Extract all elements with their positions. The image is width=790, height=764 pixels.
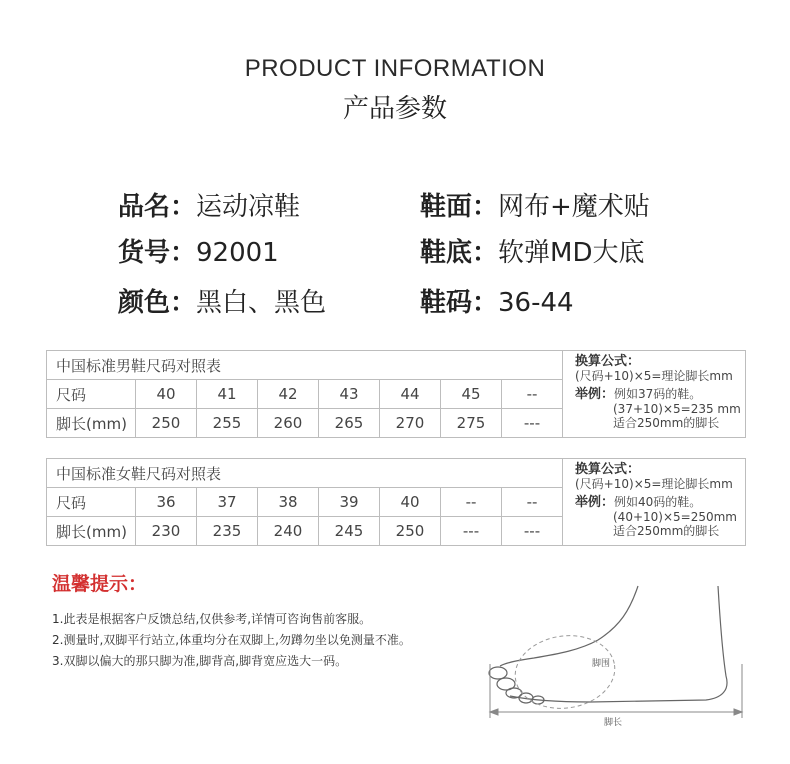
men-example-1: 例如37码的鞋。 [614, 387, 702, 401]
women-size-label: 尺码 [47, 488, 136, 517]
men-length-label: 脚长(mm) [47, 409, 136, 438]
men-length-cell: 250 [136, 409, 197, 438]
men-formula-text: (尺码+10)×5=理论脚长mm [575, 369, 733, 383]
param-name-key: 品名： [118, 192, 197, 222]
men-table-title: 中国标准男鞋尺码对照表 [47, 351, 563, 380]
men-example-label: 举例： [575, 387, 615, 402]
men-example-2: (37+10)×5=235 mm [613, 402, 741, 416]
women-example-label: 举例： [575, 495, 615, 510]
param-upper [420, 186, 650, 223]
women-size-table [46, 458, 746, 546]
women-size-cell: 39 [319, 488, 380, 517]
param-size-range [420, 282, 574, 319]
men-length-cell: --- [502, 409, 563, 438]
men-length-cell: 260 [258, 409, 319, 438]
women-size-cell: 38 [258, 488, 319, 517]
women-example-3: 适合250mm的脚长 [613, 524, 720, 538]
women-length-cell: 250 [380, 517, 441, 546]
param-item-no-key: 货号： [118, 238, 197, 268]
men-formula-title: 换算公式： [575, 354, 641, 369]
men-formula [563, 351, 746, 438]
param-color [118, 282, 326, 319]
param-upper-value: 网布+魔术贴 [498, 192, 650, 222]
women-formula-text: (尺码+10)×5=理论脚长mm [575, 477, 733, 491]
length-arrow-icon [490, 664, 742, 718]
men-size-cell: 44 [380, 380, 441, 409]
toes-icon [489, 667, 544, 704]
women-size-cell: 36 [136, 488, 197, 517]
title-chinese: 产品参数 [342, 94, 447, 124]
women-length-cell: 240 [258, 517, 319, 546]
param-item-no [118, 232, 279, 269]
param-sole-key: 鞋底： [420, 238, 499, 268]
men-size-table [46, 350, 746, 438]
foot-outline-icon [500, 586, 727, 702]
women-length-cell: --- [502, 517, 563, 546]
women-size-cell: 40 [380, 488, 441, 517]
women-length-cell: 235 [197, 517, 258, 546]
param-name-value: 运动凉鞋 [196, 192, 301, 222]
tip-item: 3.双脚以偏大的那只脚为准,脚背高,脚背宽应选大一码。 [52, 654, 348, 668]
param-sole [420, 232, 644, 269]
param-color-value: 黑白、黑色 [196, 288, 327, 318]
women-length-cell: 230 [136, 517, 197, 546]
women-size-cell: 37 [197, 488, 258, 517]
women-example-2: (40+10)×5=250mm [613, 510, 737, 524]
men-size-cell: 45 [441, 380, 502, 409]
param-sole-value: 软弹MD大底 [498, 238, 645, 268]
men-size-label: 尺码 [47, 380, 136, 409]
param-item-no-value: 92001 [196, 238, 279, 268]
length-label: 脚长 [604, 718, 623, 728]
women-formula-title: 换算公式： [575, 462, 641, 477]
men-size-cell: 41 [197, 380, 258, 409]
men-length-cell: 270 [380, 409, 441, 438]
foot-diagram [470, 580, 770, 740]
men-size-cell: 42 [258, 380, 319, 409]
women-size-cell: -- [502, 488, 563, 517]
women-length-label: 脚长(mm) [47, 517, 136, 546]
param-upper-key: 鞋面： [420, 192, 499, 222]
param-size-range-value: 36-44 [498, 288, 574, 318]
men-example-3: 适合250mm的脚长 [613, 416, 720, 430]
tip-item: 2.测量时,双脚平行站立,体重均分在双脚上,勿蹲勿坐以免测量不准。 [52, 633, 411, 647]
men-length-cell: 265 [319, 409, 380, 438]
women-length-cell: --- [441, 517, 502, 546]
women-size-cell: -- [441, 488, 502, 517]
men-length-cell: 275 [441, 409, 502, 438]
tips-title: 温馨提示： [52, 573, 148, 595]
param-color-key: 颜色： [118, 288, 197, 318]
param-size-range-key: 鞋码： [420, 288, 499, 318]
men-length-cell: 255 [197, 409, 258, 438]
param-name [118, 186, 300, 223]
title-english: PRODUCT INFORMATION [244, 55, 546, 82]
women-example-1: 例如40码的鞋。 [614, 495, 702, 509]
tip-item: 1.此表是根据客户反馈总结,仅供参考,详情可咨询售前客服。 [52, 612, 372, 626]
girth-label: 脚围 [592, 659, 611, 669]
men-size-cell: -- [502, 380, 563, 409]
men-size-cell: 40 [136, 380, 197, 409]
men-size-cell: 43 [319, 380, 380, 409]
women-table-title: 中国标准女鞋尺码对照表 [47, 459, 563, 488]
women-length-cell: 245 [319, 517, 380, 546]
women-formula [563, 459, 746, 546]
